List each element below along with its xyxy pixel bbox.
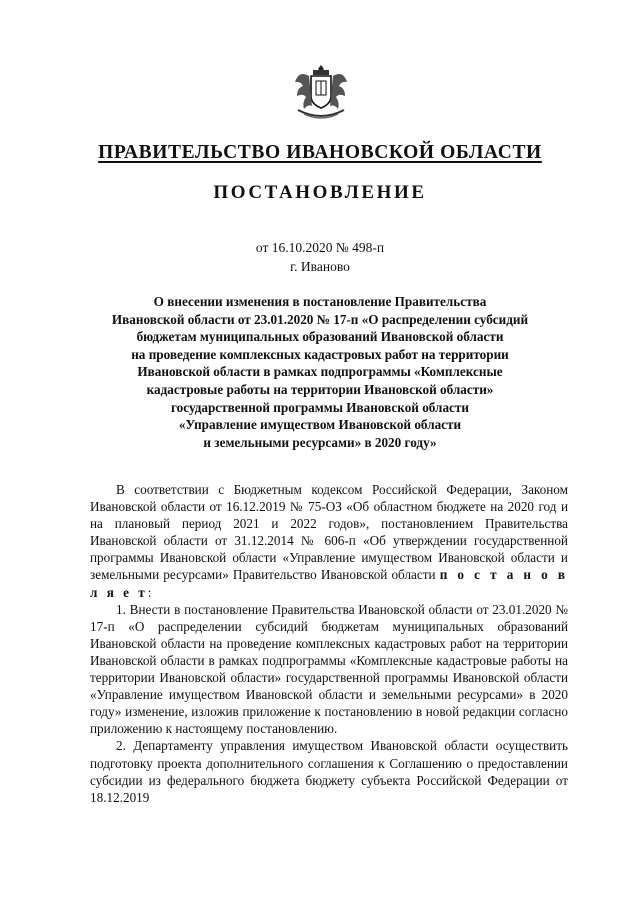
document-heading bbox=[70, 293, 570, 451]
date-number: от 16.10.2020 № 498-п bbox=[255, 240, 385, 255]
document-type: ПОСТАНОВЛЕНИЕ bbox=[213, 182, 427, 203]
document-body bbox=[90, 481, 568, 806]
item-2-paragraph: 2. Департаменту управления имуществом Ивановской области осуществить подготовку проекта дополнительного соглашения к Соглашению о предоставлении субсидии из федерального бюджета бюджету субъекта Российской Федерации от 18.12.2019 bbox=[90, 738, 568, 805]
item-1-paragraph: 1. Внести в постановление Правительства Ивановской области от 23.01.2020 № 17-п «О распределении субсидий бюджетам муниципальных образований Ивановской области на проведение комплексных кадастровых работ на территории Ивановской области в рамках подпрограммы «Комплексные кадастровые работы на территории Ивановской области» государственной программы Ивановской области «Управление имуществом Ивановской области и земельными ресурсами» в 2020 году» изменение, изложив приложение к постановлению в новой редакции согласно приложению к настоящему постановлению. bbox=[90, 601, 568, 737]
document-meta bbox=[0, 238, 640, 276]
heading-line: на проведение комплексных кадастровых работ на территории bbox=[131, 346, 509, 362]
heading-line: государственной программы Ивановской области bbox=[171, 399, 469, 415]
heading-line: «Управление имуществом Ивановской области bbox=[178, 417, 462, 433]
decree-colon: : bbox=[147, 584, 152, 600]
preamble-paragraph: В соответствии с Бюджетным кодексом Российской Федерации, Законом Ивановской области от 16.12.2019 № 75-ОЗ «Об областном бюджете на 2020 год и на плановый период 2021 и 2022 годов», постановлением Правительства Ивановской области от 31.12.2014 № 606-п «Об утверждении государственной программы Ивановской области «Управление имуществом Ивановской области и земельными ресурсами» Правительство Ивановской области п о с т а н о в л я е т: bbox=[90, 482, 568, 600]
coat-of-arms-icon bbox=[292, 62, 350, 122]
heading-line: кадастровые работы на территории Ивановской области» bbox=[146, 381, 494, 397]
city: г. Иваново bbox=[290, 259, 350, 274]
heading-line: бюджетам муниципальных образований Ивановской области bbox=[136, 329, 504, 345]
heading-line: Ивановской области от 23.01.2020 № 17-п «О распределении субсидий bbox=[111, 311, 529, 327]
organization-title: ПРАВИТЕЛЬСТВО ИВАНОВСКОЙ ОБЛАСТИ bbox=[98, 142, 542, 163]
heading-line: и земельными ресурсами» в 2020 году» bbox=[203, 434, 437, 450]
heading-line: О внесении изменения в постановление Правительства bbox=[153, 294, 487, 309]
decree-word: п о с т а н о в л я е т bbox=[90, 567, 568, 600]
heading-line: Ивановской области в рамках подпрограммы «Комплексные bbox=[137, 364, 503, 380]
